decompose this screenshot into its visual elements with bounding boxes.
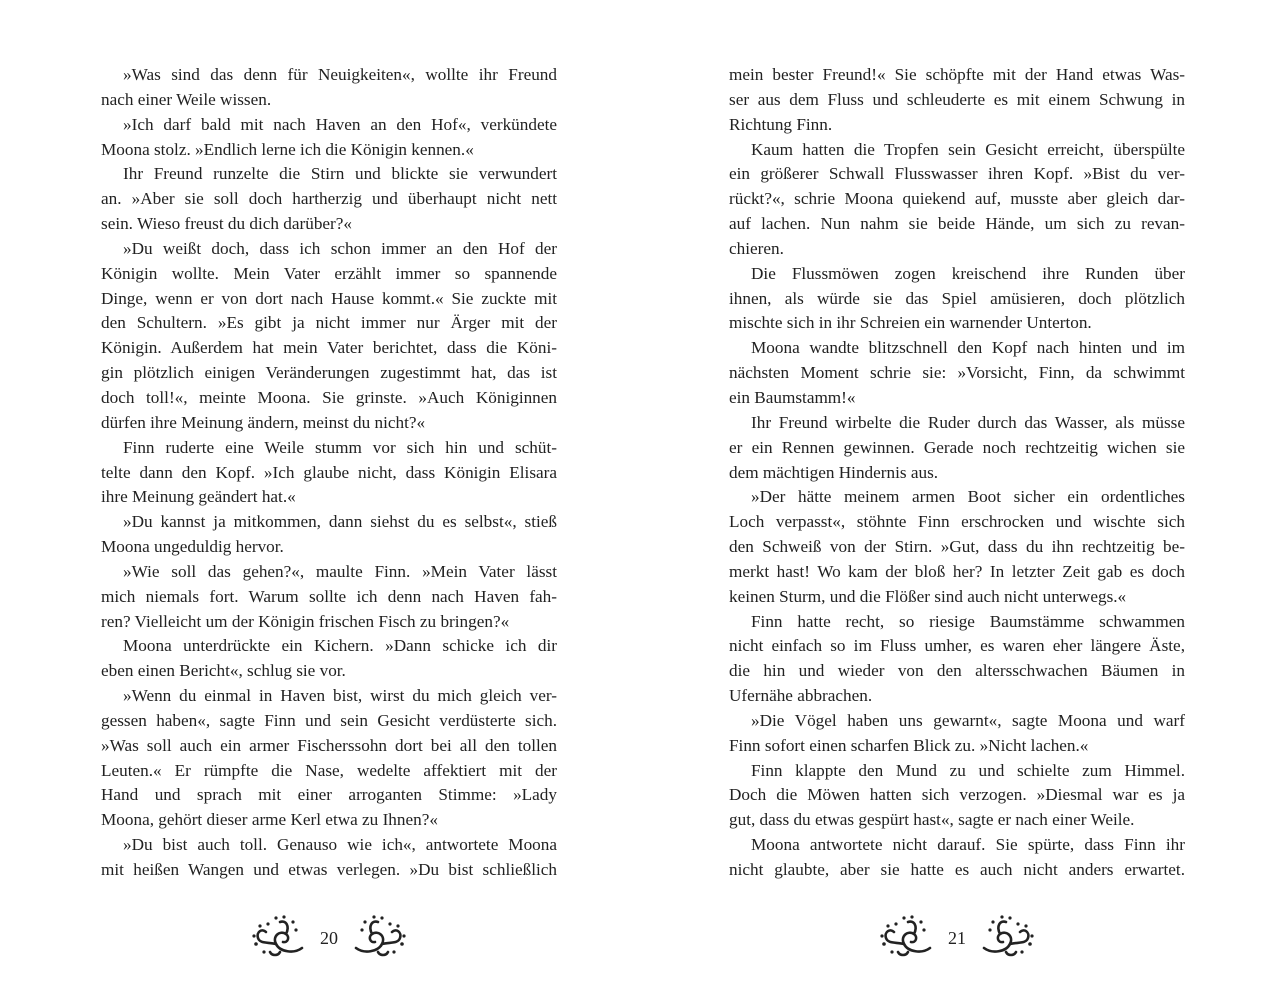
text-line: »Wenn du einmal in Haven bist, wirst du mich gleich ver- bbox=[123, 686, 557, 706]
swirl-ornament-icon bbox=[878, 914, 936, 958]
text-line: nicht glaubte, aber sie hatte es auch nicht anders erwartet. bbox=[729, 860, 1185, 879]
text-line: »Du bist auch toll. Genauso wie ich«, antwortete Moona bbox=[123, 835, 557, 855]
text-line: Finn klappte den Mund zu und schielte zum Himmel. bbox=[751, 760, 1185, 780]
text-line: »Du kannst ja mitkommen, dann siehst du es selbst«, stieß bbox=[123, 512, 557, 532]
text-line: ein größerer Schwall Flusswasser ihren Kopf. »Bist du ver- bbox=[729, 164, 1185, 184]
text-line: doch toll!«, meinte Moona. Sie grinste. »Auch Königinnen bbox=[101, 387, 557, 407]
text-line: mich niemals fort. Warum sollte ich denn nach Haven fah- bbox=[101, 586, 557, 606]
text-line: Finn sofort einen scharfen Blick zu. »Nicht lachen.« bbox=[729, 735, 1089, 755]
text-line: gessen haben«, sagte Finn und sein Gesicht verdüsterte sich. bbox=[101, 710, 557, 730]
text-line: den Schweiß von der Stirn. »Gut, dass du ihn rechtzeitig be- bbox=[729, 537, 1185, 557]
text-line: Hand und sprach mit einer arroganten Stimme: »Lady bbox=[101, 785, 557, 805]
text-line: Ihr Freund runzelte die Stirn und blickte sie verwundert bbox=[123, 164, 557, 184]
text-line: »Was soll auch ein armer Fischerssohn dort bei all den tollen bbox=[101, 735, 557, 755]
text-line: »Die Vögel haben uns gewarnt«, sagte Moona und warf bbox=[751, 710, 1185, 730]
text-line: nächsten Moment schrie sie: »Vorsicht, Finn, da schwimmt bbox=[729, 363, 1185, 383]
text-line: er ein Rennen gewinnen. Gerade noch rechtzeitig wichen sie bbox=[729, 437, 1185, 457]
text-line: mein bester Freund!« Sie schöpfte mit der Hand etwas Was- bbox=[729, 65, 1185, 84]
swirl-ornament-icon bbox=[250, 914, 308, 958]
text-line: die hin und wieder von den altersschwachen Bäumen in bbox=[729, 661, 1185, 681]
text-line: Leuten.« Er rümpfte die Nase, wedelte affektiert mit der bbox=[101, 760, 557, 780]
text-line: keinen Sturm, und die Flößer sind auch nicht unterwegs.« bbox=[729, 586, 1127, 606]
text-line: nicht einfach so im Fluss umher, es waren eher längere Äste, bbox=[729, 636, 1185, 656]
text-line: eben einen Bericht«, schlug sie vor. bbox=[101, 661, 346, 681]
text-line: ihre Meinung geändert hat.« bbox=[101, 487, 296, 507]
text-line: Moona ungeduldig hervor. bbox=[101, 537, 284, 557]
text-line: nach einer Weile wissen. bbox=[101, 89, 272, 109]
text-line: »Der hätte meinem armen Boot sicher ein ordentliches bbox=[751, 487, 1185, 507]
text-line: Moona unterdrückte ein Kichern. »Dann schicke ich dir bbox=[123, 636, 557, 656]
text-line: merkt hast! Wo kam der bloß her? In letzter Zeit gab es doch bbox=[729, 561, 1185, 581]
text-line: Richtung Finn. bbox=[729, 114, 833, 134]
text-line: Moona, gehört dieser arme Kerl etwa zu Ihnen?« bbox=[101, 810, 438, 830]
text-line: Moona antwortete nicht darauf. Sie spürte, dass Finn ihr bbox=[751, 835, 1185, 855]
text-line: Ufernähe abbrachen. bbox=[729, 686, 873, 706]
text-line: mischte sich in ihr Schreien ein warnender Unterton. bbox=[729, 313, 1092, 333]
page-number: 21 bbox=[948, 927, 966, 948]
left-page-footer bbox=[101, 912, 557, 960]
left-page-text bbox=[101, 63, 557, 923]
text-line: chieren. bbox=[729, 238, 784, 258]
text-line: Loch verpasst«, stöhnte Finn erschrocken und wischte sich bbox=[729, 512, 1185, 532]
text-line: an. »Aber sie soll doch hartherzig und überhaupt nicht nett bbox=[101, 189, 557, 209]
text-line: ser aus dem Fluss und schleuderte es mit einem Schwung in bbox=[729, 89, 1185, 109]
text-line: ein Baumstamm!« bbox=[729, 387, 856, 407]
text-line: »Du weißt doch, dass ich schon immer an den Hof der bbox=[123, 238, 557, 258]
text-line: Königin. Außerdem hat mein Vater berichtet, dass die Köni- bbox=[101, 338, 557, 358]
swirl-ornament-icon bbox=[350, 914, 408, 958]
text-line: Königin wollte. Mein Vater erzählt immer so spannende bbox=[101, 263, 557, 283]
text-line: »Wie soll das gehen?«, maulte Finn. »Mein Vater lässt bbox=[123, 561, 557, 581]
text-line: Ihr Freund wirbelte die Ruder durch das Wasser, als müsse bbox=[751, 412, 1185, 432]
text-line: gut, dass du etwas gespürt hast«, sagte er nach einer Weile. bbox=[729, 810, 1135, 830]
right-page-text bbox=[729, 63, 1185, 923]
text-line: gin plötzlich einigen Veränderungen zugestimmt hat, das ist bbox=[101, 363, 557, 383]
text-line: dürfen ihre Meinung ändern, meinst du nicht?« bbox=[101, 412, 426, 432]
text-line: ihnen, als würde sie das Spiel amüsieren, doch plötzlich bbox=[729, 288, 1185, 308]
text-line: mit heißen Wangen und etwas verlegen. »Du bist schließlich bbox=[101, 860, 557, 879]
text-line: Finn hatte recht, so riesige Baumstämme schwammen bbox=[751, 611, 1185, 631]
text-line: Moona stolz. »Endlich lerne ich die Königin kennen.« bbox=[101, 139, 474, 159]
text-line: ren? Vielleicht um der Königin frischen Fisch zu bringen?« bbox=[101, 611, 510, 631]
text-line: auf lachen. Nun nahm sie beide Hände, um sich zu revan- bbox=[729, 214, 1185, 234]
text-line: rückt?«, schrie Moona quiekend auf, musste aber gleich dar- bbox=[729, 189, 1185, 209]
text-line: telte dann den Kopf. »Ich glaube nicht, dass Königin Elisara bbox=[101, 462, 557, 482]
text-line: »Ich darf bald mit nach Haven an den Hof«, verkündete bbox=[123, 114, 557, 134]
text-line: dem mächtigen Hindernis aus. bbox=[729, 462, 939, 482]
text-line: Moona wandte blitzschnell den Kopf nach hinten und im bbox=[751, 338, 1185, 358]
swirl-ornament-icon bbox=[978, 914, 1036, 958]
text-line: Doch die Möwen hatten sich verzogen. »Diesmal war es ja bbox=[729, 785, 1185, 805]
text-line: Kaum hatten die Tropfen sein Gesicht erreicht, überspülte bbox=[751, 139, 1185, 159]
text-line: den Schultern. »Es gibt ja nicht immer nur Ärger mit der bbox=[101, 313, 557, 333]
text-line: »Was sind das denn für Neuigkeiten«, wollte ihr Freund bbox=[123, 65, 557, 84]
page-number: 20 bbox=[320, 927, 338, 948]
text-line: sein. Wieso freust du dich darüber?« bbox=[101, 214, 352, 234]
text-line: Die Flussmöwen zogen kreischend ihre Runden über bbox=[751, 263, 1185, 283]
text-line: Finn ruderte eine Weile stumm vor sich hin und schüt- bbox=[123, 437, 557, 457]
text-line: Dinge, wenn er von dort nach Hause kommt.« Sie zuckte mit bbox=[101, 288, 557, 308]
right-page-footer bbox=[729, 912, 1185, 960]
